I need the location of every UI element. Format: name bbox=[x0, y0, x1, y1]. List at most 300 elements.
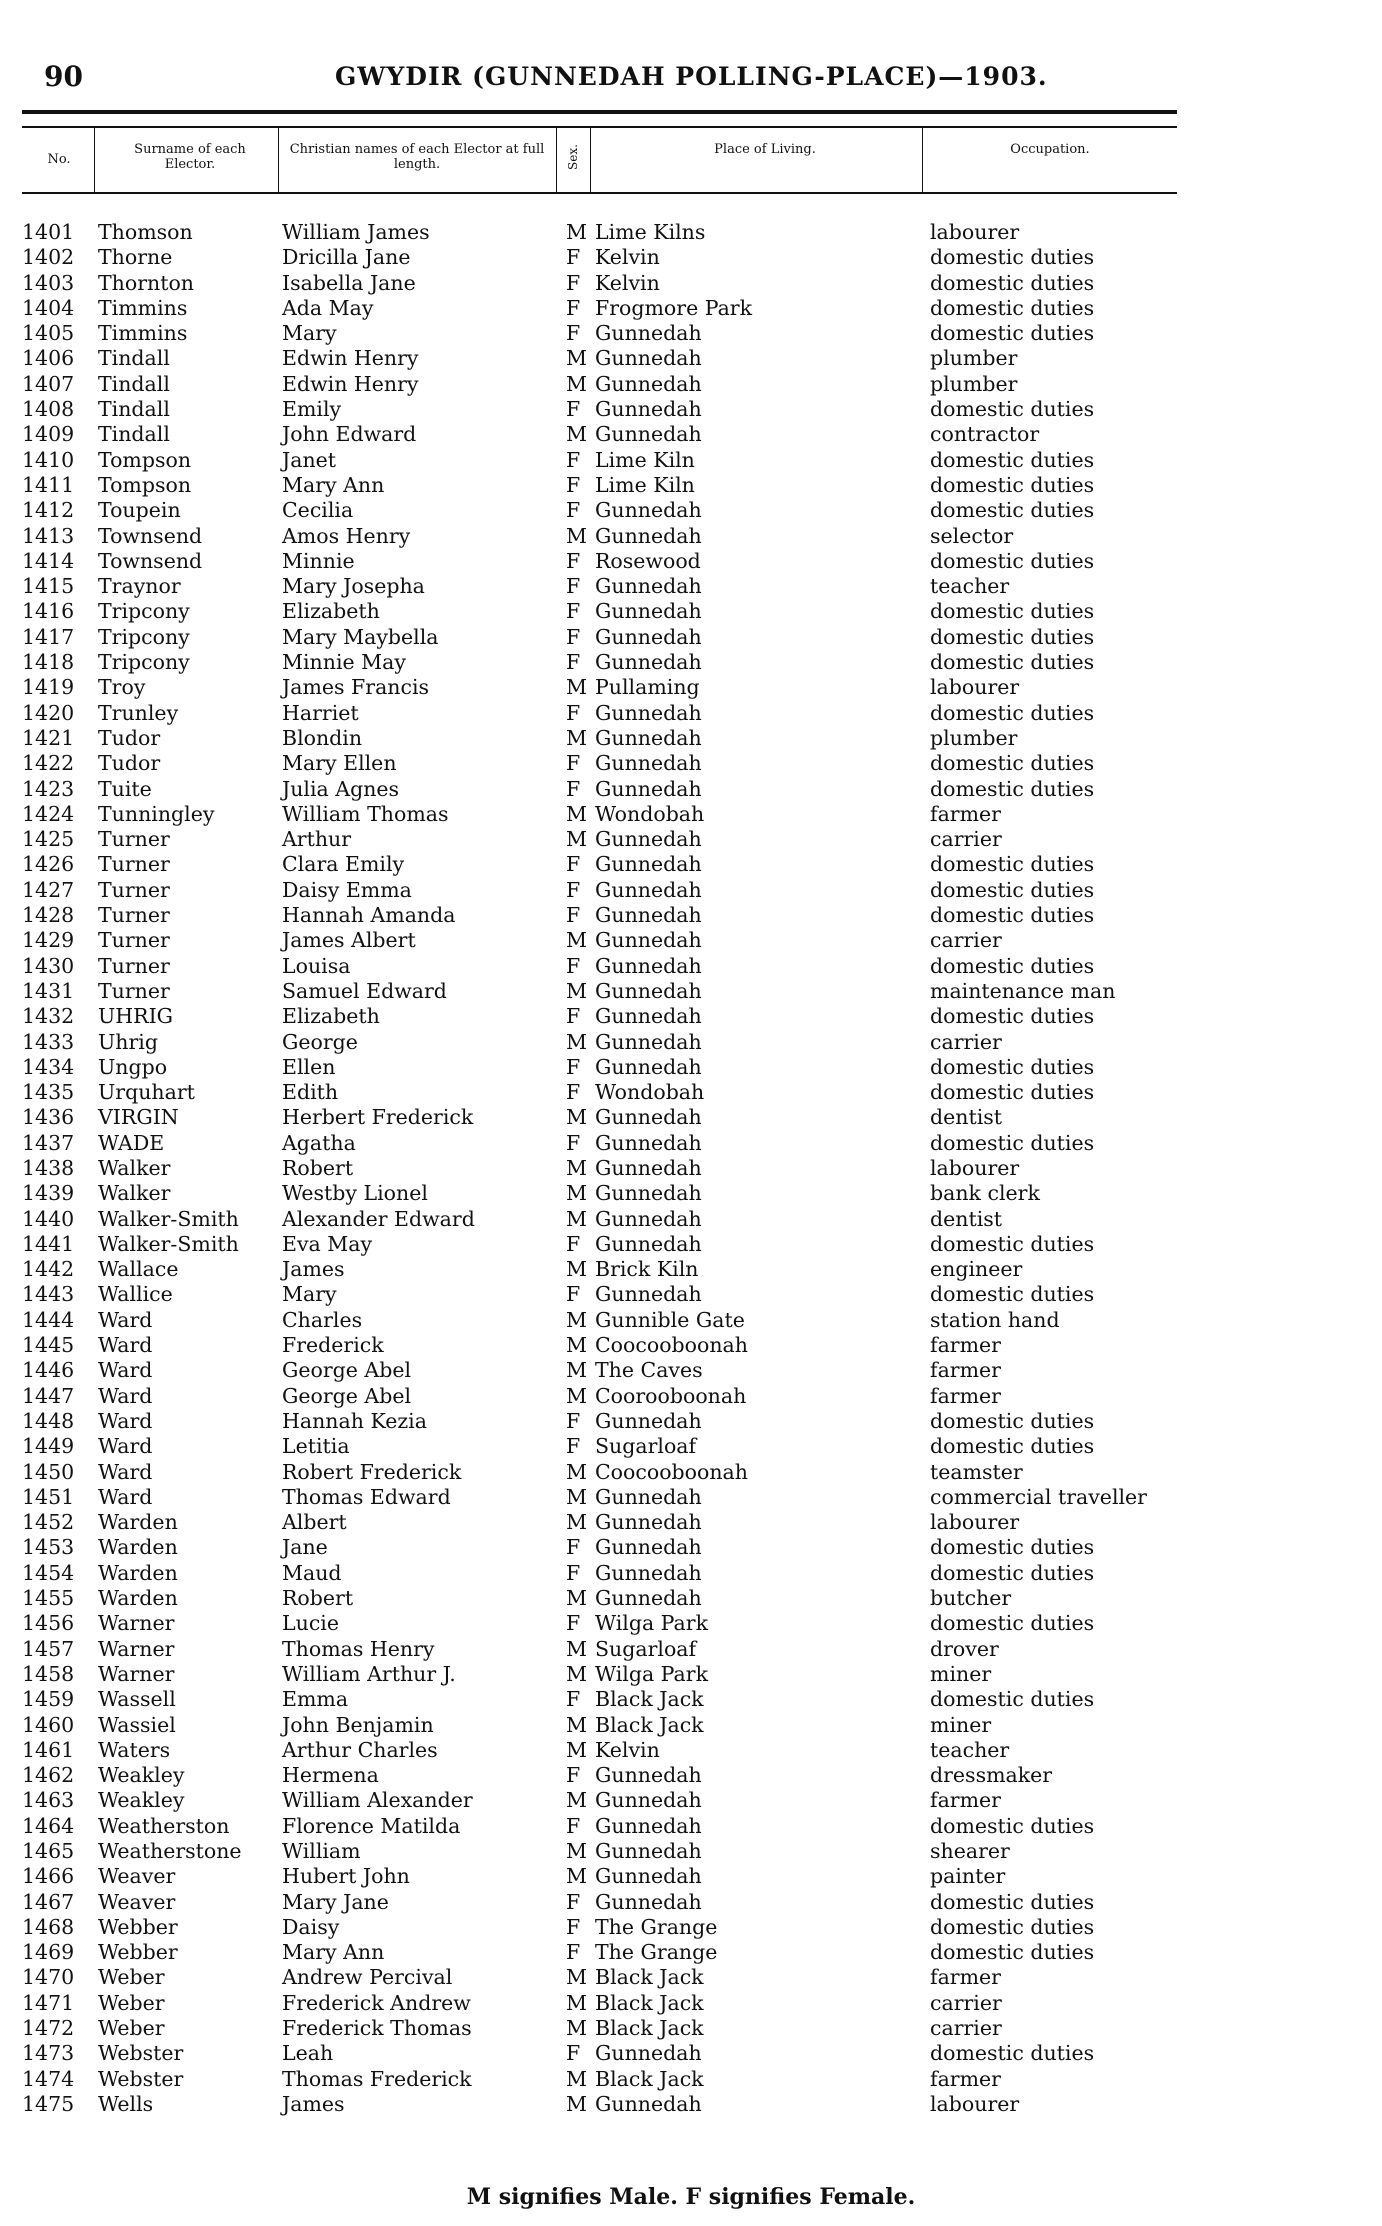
elector-occupation: plumber bbox=[930, 346, 1018, 371]
elector-place: Sugarloaf bbox=[595, 1636, 697, 1661]
elector-place: Gunnedah bbox=[595, 574, 702, 599]
column-header-surname: Surname of each Elector. bbox=[134, 142, 246, 172]
elector-occupation: domestic duties bbox=[930, 472, 1095, 497]
elector-christian-names: Florence Matilda bbox=[282, 1813, 461, 1838]
elector-occupation: domestic duties bbox=[930, 903, 1095, 928]
elector-christian-names: John Edward bbox=[282, 422, 417, 447]
elector-number: 1452 bbox=[22, 1510, 75, 1535]
elector-christian-names: Emma bbox=[282, 1687, 349, 1712]
elector-number: 1428 bbox=[22, 903, 75, 928]
elector-christian-names: George Abel bbox=[282, 1358, 412, 1383]
elector-place: Gunnedah bbox=[595, 700, 702, 725]
elector-row bbox=[0, 1030, 1382, 1055]
elector-sex: F bbox=[566, 599, 581, 624]
elector-christian-names: Daisy bbox=[282, 1914, 340, 1939]
elector-occupation: domestic duties bbox=[930, 1231, 1095, 1256]
elector-row bbox=[0, 296, 1382, 321]
elector-place: Gunnedah bbox=[595, 1484, 702, 1509]
elector-number: 1403 bbox=[22, 270, 75, 295]
elector-place: Gunnedah bbox=[595, 2041, 702, 2066]
elector-surname: Ward bbox=[98, 1307, 153, 1332]
elector-row bbox=[0, 1510, 1382, 1535]
elector-number: 1462 bbox=[22, 1763, 75, 1788]
elector-list bbox=[0, 220, 1382, 2117]
elector-row bbox=[0, 574, 1382, 599]
elector-place: Gunnedah bbox=[595, 928, 702, 953]
elector-row bbox=[0, 524, 1382, 549]
elector-place: Gunnedah bbox=[595, 877, 702, 902]
elector-surname: Ward bbox=[98, 1408, 153, 1433]
elector-surname: Tindall bbox=[98, 422, 170, 447]
elector-row bbox=[0, 903, 1382, 928]
elector-number: 1459 bbox=[22, 1687, 75, 1712]
elector-row bbox=[0, 1763, 1382, 1788]
elector-occupation: selector bbox=[930, 523, 1014, 548]
elector-place: Brick Kiln bbox=[595, 1257, 699, 1282]
elector-sex: F bbox=[566, 903, 581, 928]
elector-number: 1402 bbox=[22, 245, 75, 270]
elector-christian-names: John Benjamin bbox=[282, 1712, 434, 1737]
elector-number: 1412 bbox=[22, 498, 75, 523]
elector-place: Kelvin bbox=[595, 245, 660, 270]
elector-sex: F bbox=[566, 650, 581, 675]
elector-row bbox=[0, 1890, 1382, 1915]
elector-sex: F bbox=[566, 397, 581, 422]
elector-surname: Turner bbox=[98, 903, 170, 928]
elector-occupation: carrier bbox=[930, 1990, 1002, 2015]
elector-surname: Webster bbox=[98, 2041, 184, 2066]
elector-sex: M bbox=[566, 1864, 587, 1889]
elector-place: Kelvin bbox=[595, 270, 660, 295]
elector-occupation: domestic duties bbox=[930, 270, 1095, 295]
elector-number: 1456 bbox=[22, 1611, 75, 1636]
elector-row bbox=[0, 1586, 1382, 1611]
elector-occupation: station hand bbox=[930, 1307, 1060, 1332]
elector-surname: Wallice bbox=[98, 1282, 173, 1307]
elector-occupation: drover bbox=[930, 1636, 999, 1661]
elector-christian-names: Arthur Charles bbox=[282, 1737, 438, 1762]
elector-place: Frogmore Park bbox=[595, 295, 753, 320]
elector-occupation: teacher bbox=[930, 574, 1010, 599]
elector-occupation: carrier bbox=[930, 2016, 1002, 2041]
elector-row bbox=[0, 2016, 1382, 2041]
elector-row bbox=[0, 777, 1382, 802]
elector-place: Gunnedah bbox=[595, 1155, 702, 1180]
elector-place: Black Jack bbox=[595, 1687, 704, 1712]
elector-row bbox=[0, 878, 1382, 903]
elector-sex: M bbox=[566, 1383, 587, 1408]
elector-place: Gunnedah bbox=[595, 1510, 702, 1535]
elector-place: Gunnedah bbox=[595, 1586, 702, 1611]
elector-christian-names: Andrew Percival bbox=[282, 1965, 453, 1990]
elector-surname: Townsend bbox=[98, 548, 203, 573]
elector-sex: F bbox=[566, 1889, 581, 1914]
elector-number: 1417 bbox=[22, 624, 75, 649]
elector-occupation: labourer bbox=[930, 1510, 1020, 1535]
elector-sex: F bbox=[566, 321, 581, 346]
elector-christian-names: Mary Jane bbox=[282, 1889, 389, 1914]
elector-christian-names: Ellen bbox=[282, 1054, 336, 1079]
elector-place: Gunnedah bbox=[595, 523, 702, 548]
elector-sex: F bbox=[566, 1004, 581, 1029]
elector-sex: F bbox=[566, 751, 581, 776]
elector-surname: Thomson bbox=[98, 220, 193, 244]
elector-occupation: farmer bbox=[930, 1358, 1001, 1383]
elector-surname: Ward bbox=[98, 1459, 153, 1484]
elector-number: 1424 bbox=[22, 801, 75, 826]
elector-surname: Timmins bbox=[98, 321, 188, 346]
elector-place: Gunnedah bbox=[595, 1231, 702, 1256]
elector-occupation: maintenance man bbox=[930, 978, 1116, 1003]
elector-christian-names: Frederick Thomas bbox=[282, 2016, 472, 2041]
elector-sex: F bbox=[566, 1408, 581, 1433]
elector-christian-names: Hubert John bbox=[282, 1864, 410, 1889]
elector-number: 1466 bbox=[22, 1864, 75, 1889]
elector-number: 1409 bbox=[22, 422, 75, 447]
elector-place: Wilga Park bbox=[595, 1661, 709, 1686]
elector-surname: Turner bbox=[98, 877, 170, 902]
elector-row bbox=[0, 1181, 1382, 1206]
elector-row bbox=[0, 1485, 1382, 1510]
elector-sex: F bbox=[566, 1914, 581, 1939]
elector-christian-names: William Thomas bbox=[282, 801, 449, 826]
elector-number: 1453 bbox=[22, 1535, 75, 1560]
elector-christian-names: Frederick Andrew bbox=[282, 1990, 471, 2015]
elector-row bbox=[0, 1864, 1382, 1889]
elector-surname: Warner bbox=[98, 1611, 175, 1636]
elector-row bbox=[0, 625, 1382, 650]
elector-row bbox=[0, 726, 1382, 751]
elector-sex: M bbox=[566, 523, 587, 548]
elector-christian-names: Westby Lionel bbox=[282, 1181, 428, 1206]
elector-surname: Weatherstone bbox=[98, 1839, 242, 1863]
elector-sex: M bbox=[566, 422, 587, 447]
elector-surname: Ward bbox=[98, 1484, 153, 1509]
elector-number: 1441 bbox=[22, 1231, 75, 1256]
elector-christian-names: Dricilla Jane bbox=[282, 245, 411, 270]
elector-number: 1401 bbox=[22, 220, 75, 244]
elector-surname: Waters bbox=[98, 1737, 171, 1762]
elector-surname: Weatherston bbox=[98, 1813, 230, 1838]
elector-number: 1447 bbox=[22, 1383, 75, 1408]
elector-number: 1436 bbox=[22, 1105, 75, 1130]
elector-place: Gunnedah bbox=[595, 397, 702, 422]
elector-christian-names: Letitia bbox=[282, 1434, 350, 1459]
elector-occupation: domestic duties bbox=[930, 624, 1095, 649]
elector-row bbox=[0, 1105, 1382, 1130]
elector-number: 1435 bbox=[22, 1080, 75, 1105]
elector-occupation: domestic duties bbox=[930, 1434, 1095, 1459]
elector-sex: F bbox=[566, 295, 581, 320]
elector-place: Gunnedah bbox=[595, 1813, 702, 1838]
elector-number: 1471 bbox=[22, 1990, 75, 2015]
elector-place: Gunnedah bbox=[595, 1181, 702, 1206]
elector-christian-names: James bbox=[282, 1257, 345, 1282]
elector-surname: Tuite bbox=[98, 776, 152, 801]
elector-occupation: shearer bbox=[930, 1839, 1010, 1863]
elector-row bbox=[0, 321, 1382, 346]
elector-christian-names: Minnie bbox=[282, 548, 355, 573]
elector-surname: Wassiel bbox=[98, 1712, 176, 1737]
elector-occupation: farmer bbox=[930, 1383, 1001, 1408]
elector-number: 1445 bbox=[22, 1333, 75, 1358]
elector-place: Gunnedah bbox=[595, 827, 702, 852]
elector-place: Gunnedah bbox=[595, 751, 702, 776]
elector-number: 1431 bbox=[22, 978, 75, 1003]
elector-number: 1423 bbox=[22, 776, 75, 801]
elector-sex: F bbox=[566, 1687, 581, 1712]
elector-christian-names: Hannah Kezia bbox=[282, 1408, 427, 1433]
elector-place: Gunnedah bbox=[595, 1763, 702, 1788]
elector-occupation: domestic duties bbox=[930, 245, 1095, 270]
elector-christian-names: Eva May bbox=[282, 1231, 373, 1256]
elector-place: Gunnedah bbox=[595, 1105, 702, 1130]
elector-surname: Tindall bbox=[98, 397, 170, 422]
elector-number: 1425 bbox=[22, 827, 75, 852]
elector-sex: M bbox=[566, 1459, 587, 1484]
elector-surname: Weakley bbox=[98, 1763, 185, 1788]
elector-place: Kelvin bbox=[595, 1737, 660, 1762]
elector-row bbox=[0, 1637, 1382, 1662]
elector-row bbox=[0, 1814, 1382, 1839]
elector-place: Gunnedah bbox=[595, 953, 702, 978]
elector-row bbox=[0, 979, 1382, 1004]
elector-row bbox=[0, 1788, 1382, 1813]
elector-occupation: bank clerk bbox=[930, 1181, 1040, 1206]
elector-christian-names: James Albert bbox=[282, 928, 416, 953]
elector-surname: Tunningley bbox=[98, 801, 215, 826]
column-divider bbox=[278, 126, 279, 192]
column-header-christian-names: Christian names of each Elector at full length. bbox=[289, 142, 545, 172]
elector-occupation: domestic duties bbox=[930, 498, 1095, 523]
column-header-occupation: Occupation. bbox=[1010, 142, 1090, 157]
elector-christian-names: Lucie bbox=[282, 1611, 339, 1636]
elector-row bbox=[0, 1055, 1382, 1080]
elector-place: Wondobah bbox=[595, 801, 705, 826]
elector-sex: M bbox=[566, 1029, 587, 1054]
elector-sex: F bbox=[566, 2041, 581, 2066]
elector-number: 1450 bbox=[22, 1459, 75, 1484]
elector-christian-names: Elizabeth bbox=[282, 1004, 380, 1029]
elector-row bbox=[0, 650, 1382, 675]
elector-row bbox=[0, 422, 1382, 447]
elector-christian-names: Thomas Frederick bbox=[282, 2066, 472, 2091]
elector-row bbox=[0, 1434, 1382, 1459]
elector-place: Lime Kilns bbox=[595, 220, 706, 244]
page-title: GWYDIR (GUNNEDAH POLLING-PLACE)—1903. bbox=[335, 62, 1048, 91]
elector-occupation: plumber bbox=[930, 725, 1018, 750]
elector-number: 1474 bbox=[22, 2066, 75, 2091]
elector-occupation: farmer bbox=[930, 1965, 1001, 1990]
elector-surname: Tripcony bbox=[98, 650, 190, 675]
elector-sex: F bbox=[566, 1130, 581, 1155]
elector-surname: Wassell bbox=[98, 1687, 176, 1712]
elector-sex: F bbox=[566, 877, 581, 902]
elector-sex: F bbox=[566, 1763, 581, 1788]
elector-occupation: carrier bbox=[930, 928, 1002, 953]
elector-number: 1446 bbox=[22, 1358, 75, 1383]
elector-sex: M bbox=[566, 1358, 587, 1383]
elector-row bbox=[0, 599, 1382, 624]
elector-row bbox=[0, 1004, 1382, 1029]
elector-surname: Ungpo bbox=[98, 1054, 168, 1079]
elector-place: Gunnedah bbox=[595, 422, 702, 447]
elector-row bbox=[0, 372, 1382, 397]
elector-place: Wondobah bbox=[595, 1080, 705, 1105]
elector-occupation: domestic duties bbox=[930, 1130, 1095, 1155]
elector-occupation: dentist bbox=[930, 1105, 1003, 1130]
elector-sex: F bbox=[566, 548, 581, 573]
elector-occupation: engineer bbox=[930, 1257, 1023, 1282]
elector-christian-names: Hannah Amanda bbox=[282, 903, 456, 928]
elector-sex: M bbox=[566, 1737, 587, 1762]
elector-number: 1455 bbox=[22, 1586, 75, 1611]
elector-number: 1415 bbox=[22, 574, 75, 599]
elector-number: 1437 bbox=[22, 1130, 75, 1155]
elector-row bbox=[0, 701, 1382, 726]
elector-number: 1451 bbox=[22, 1484, 75, 1509]
elector-place: Coorooboonah bbox=[595, 1383, 747, 1408]
elector-occupation: domestic duties bbox=[930, 1054, 1095, 1079]
elector-surname: Warden bbox=[98, 1560, 178, 1585]
elector-surname: Webber bbox=[98, 1914, 178, 1939]
elector-place: Gunnedah bbox=[595, 776, 702, 801]
elector-sex: F bbox=[566, 1054, 581, 1079]
elector-place: Sugarloaf bbox=[595, 1434, 697, 1459]
elector-surname: Turner bbox=[98, 928, 170, 953]
elector-number: 1439 bbox=[22, 1181, 75, 1206]
elector-sex: M bbox=[566, 1586, 587, 1611]
elector-surname: Ward bbox=[98, 1434, 153, 1459]
elector-place: Gunnedah bbox=[595, 599, 702, 624]
elector-surname: Tudor bbox=[98, 725, 161, 750]
elector-surname: Warden bbox=[98, 1535, 178, 1560]
elector-surname: WADE bbox=[98, 1130, 165, 1155]
elector-occupation: farmer bbox=[930, 801, 1001, 826]
elector-row bbox=[0, 802, 1382, 827]
elector-number: 1432 bbox=[22, 1004, 75, 1029]
elector-occupation: domestic duties bbox=[930, 776, 1095, 801]
elector-number: 1443 bbox=[22, 1282, 75, 1307]
header-rule-thick bbox=[22, 110, 1177, 114]
elector-sex: F bbox=[566, 245, 581, 270]
elector-sex: M bbox=[566, 1181, 587, 1206]
elector-sex: M bbox=[566, 928, 587, 953]
elector-place: Lime Kiln bbox=[595, 472, 695, 497]
elector-surname: Weber bbox=[98, 1965, 165, 1990]
elector-christian-names: Agatha bbox=[282, 1130, 356, 1155]
elector-sex: M bbox=[566, 1155, 587, 1180]
elector-surname: Weakley bbox=[98, 1788, 185, 1813]
elector-place: Gunnedah bbox=[595, 650, 702, 675]
elector-place: Black Jack bbox=[595, 2016, 704, 2041]
elector-occupation: labourer bbox=[930, 675, 1020, 700]
elector-occupation: domestic duties bbox=[930, 1408, 1095, 1433]
elector-sex: F bbox=[566, 700, 581, 725]
column-header-sex: Sex. bbox=[565, 144, 580, 170]
elector-place: Gunnedah bbox=[595, 1206, 702, 1231]
elector-surname: Wells bbox=[98, 2091, 154, 2116]
elector-sex: M bbox=[566, 1257, 587, 1282]
elector-christian-names: James bbox=[282, 2091, 345, 2116]
elector-surname: Tompson bbox=[98, 447, 192, 472]
elector-christian-names: Arthur bbox=[282, 827, 352, 852]
elector-sex: F bbox=[566, 1282, 581, 1307]
elector-surname: Ward bbox=[98, 1358, 153, 1383]
elector-number: 1463 bbox=[22, 1788, 75, 1813]
elector-place: Gunnedah bbox=[595, 903, 702, 928]
elector-number: 1457 bbox=[22, 1636, 75, 1661]
elector-row bbox=[0, 245, 1382, 270]
elector-row bbox=[0, 2041, 1382, 2066]
elector-number: 1469 bbox=[22, 1940, 75, 1965]
elector-surname: Turner bbox=[98, 953, 170, 978]
elector-christian-names: James Francis bbox=[282, 675, 430, 700]
elector-christian-names: Cecilia bbox=[282, 498, 354, 523]
elector-christian-names: Julia Agnes bbox=[282, 776, 400, 801]
elector-surname: Weaver bbox=[98, 1864, 176, 1889]
elector-place: Gunnedah bbox=[595, 498, 702, 523]
elector-surname: Tompson bbox=[98, 472, 192, 497]
elector-christian-names: Isabella Jane bbox=[282, 270, 416, 295]
elector-occupation: dressmaker bbox=[930, 1763, 1053, 1788]
elector-sex: F bbox=[566, 574, 581, 599]
elector-surname: Weber bbox=[98, 2016, 165, 2041]
elector-surname: Webber bbox=[98, 1940, 178, 1965]
elector-place: Gunnedah bbox=[595, 624, 702, 649]
elector-christian-names: Hermena bbox=[282, 1763, 379, 1788]
elector-sex: M bbox=[566, 371, 587, 396]
elector-sex: F bbox=[566, 852, 581, 877]
elector-sex: M bbox=[566, 978, 587, 1003]
elector-place: Gunnedah bbox=[595, 1004, 702, 1029]
elector-number: 1426 bbox=[22, 852, 75, 877]
elector-occupation: teamster bbox=[930, 1459, 1023, 1484]
elector-sex: M bbox=[566, 1510, 587, 1535]
elector-surname: Warden bbox=[98, 1586, 178, 1611]
elector-christian-names: Maud bbox=[282, 1560, 342, 1585]
elector-row bbox=[0, 1738, 1382, 1763]
elector-row bbox=[0, 1687, 1382, 1712]
elector-sex: M bbox=[566, 1990, 587, 2015]
elector-surname: Urquhart bbox=[98, 1080, 195, 1105]
elector-sex: M bbox=[566, 1636, 587, 1661]
elector-place: Gunnedah bbox=[595, 1408, 702, 1433]
elector-occupation: plumber bbox=[930, 371, 1018, 396]
elector-surname: Walker-Smith bbox=[98, 1231, 239, 1256]
elector-row bbox=[0, 1611, 1382, 1636]
elector-place: Lime Kiln bbox=[595, 447, 695, 472]
elector-place: Gunnedah bbox=[595, 852, 702, 877]
elector-sex: M bbox=[566, 827, 587, 852]
column-divider bbox=[94, 126, 95, 192]
elector-row bbox=[0, 1965, 1382, 1990]
elector-sex: M bbox=[566, 1839, 587, 1863]
elector-sex: F bbox=[566, 624, 581, 649]
elector-row bbox=[0, 498, 1382, 523]
elector-occupation: domestic duties bbox=[930, 397, 1095, 422]
elector-surname: Warden bbox=[98, 1510, 178, 1535]
elector-number: 1472 bbox=[22, 2016, 75, 2041]
elector-place: Gunnedah bbox=[595, 1130, 702, 1155]
elector-number: 1460 bbox=[22, 1712, 75, 1737]
elector-number: 1440 bbox=[22, 1206, 75, 1231]
elector-row bbox=[0, 1156, 1382, 1181]
elector-occupation: domestic duties bbox=[930, 700, 1095, 725]
elector-number: 1411 bbox=[22, 472, 75, 497]
elector-occupation: domestic duties bbox=[930, 852, 1095, 877]
elector-row bbox=[0, 1839, 1382, 1864]
